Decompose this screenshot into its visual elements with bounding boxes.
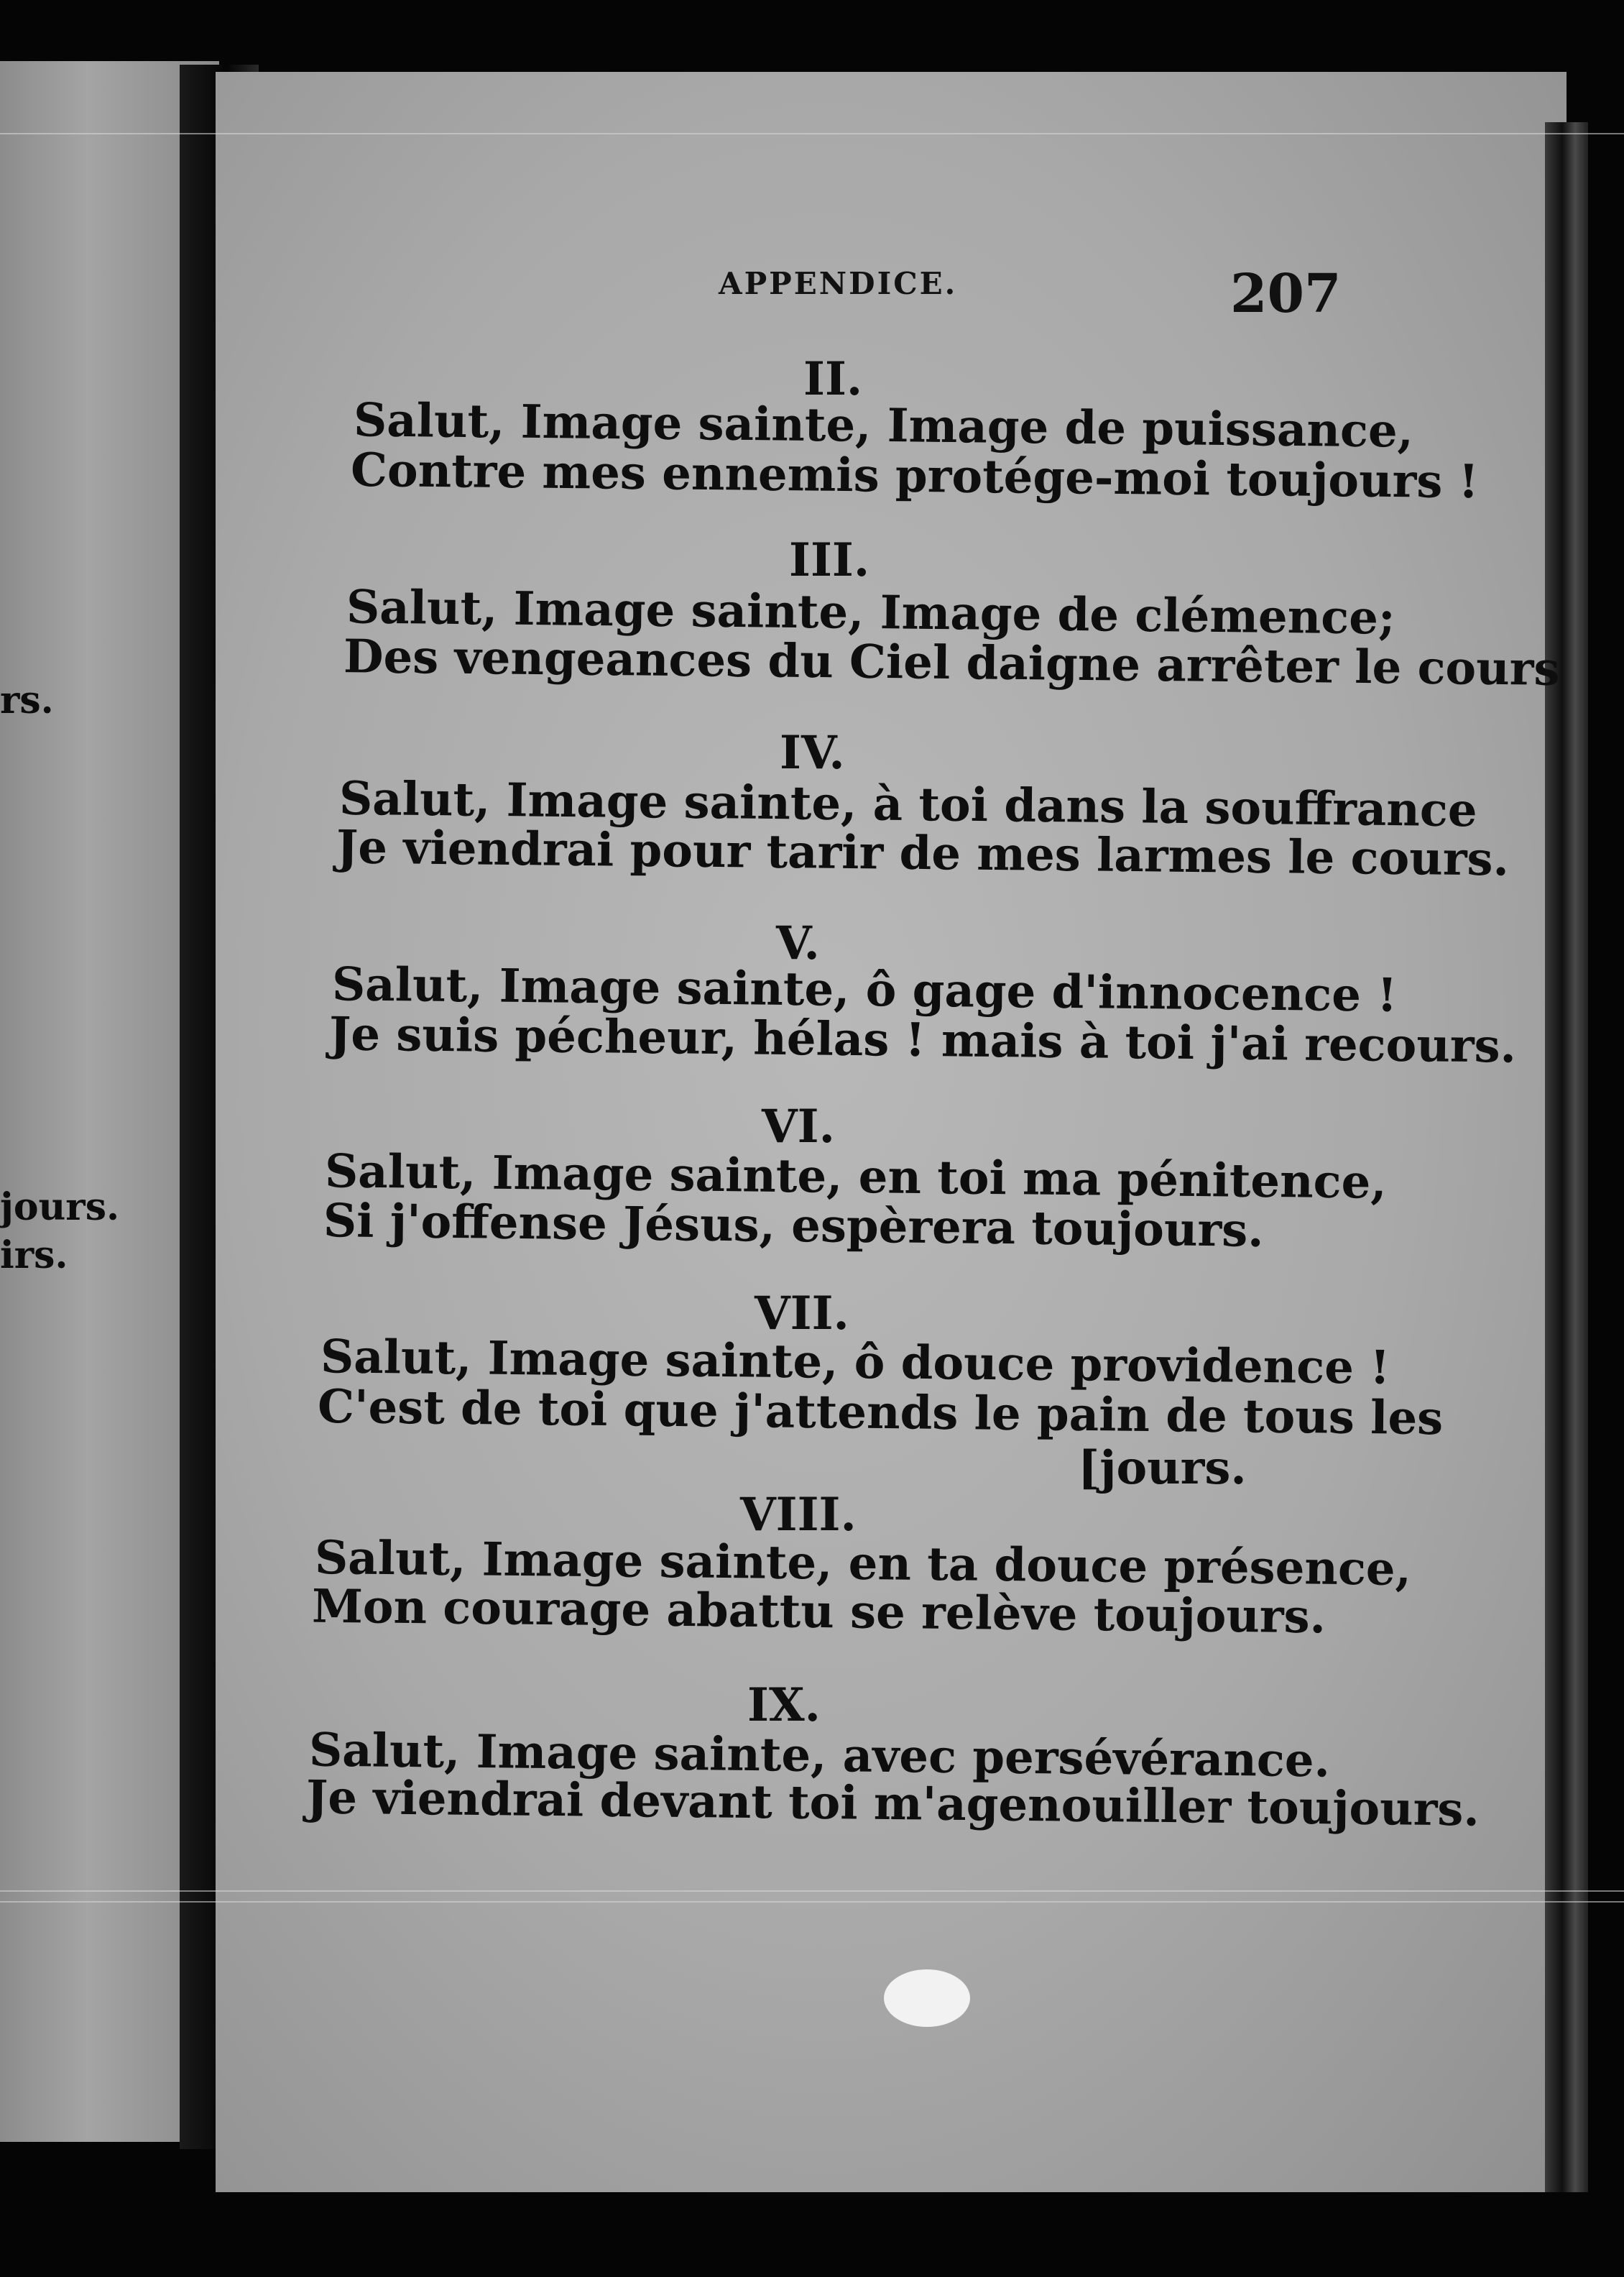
left-page-fragment: rs.: [0, 678, 54, 722]
verse-line: Contre mes ennemis protége-moi toujours !: [350, 443, 1480, 510]
verse-numeral: V.: [776, 916, 820, 970]
verse-line: Salut, Image sainte, Image de clémence;: [346, 580, 1395, 645]
verse-line: Salut, Image sainte, avec persévérance.: [308, 1723, 1331, 1788]
verse-numeral: II.: [803, 352, 863, 406]
verse-numeral: IV.: [780, 726, 845, 780]
verse-numeral: III.: [789, 533, 870, 587]
verse-line: Mon courage abattu se relève toujours.: [311, 1579, 1327, 1644]
verse-line: Salut, Image sainte, Image de puissance,: [353, 393, 1414, 459]
paper-blemish: [884, 1969, 970, 2027]
running-head: APPENDICE.: [719, 266, 958, 301]
verse-line: Si j'offense Jésus, espèrera toujours.: [323, 1194, 1264, 1258]
left-page-fragment: irs.: [0, 1233, 68, 1277]
verse-line-continuation: [jours.: [1078, 1441, 1247, 1495]
verse-numeral: IX.: [747, 1678, 821, 1732]
scan-line: [0, 1890, 1624, 1892]
verse-numeral: VIII.: [740, 1488, 857, 1542]
verse-line: Je viendrai devant toi m'agenouiller toujours.: [305, 1770, 1480, 1837]
left-page-fragment: jours.: [0, 1185, 120, 1229]
book-page: [216, 72, 1567, 2192]
verse-line: Salut, Image sainte, ô douce providence !: [320, 1330, 1390, 1395]
verse-line: C'est de toi que j'attends le pain de tous les: [317, 1379, 1444, 1446]
verse-line: Salut, Image sainte, en ta douce présence,: [314, 1531, 1412, 1596]
verse-numeral: VI.: [762, 1100, 835, 1154]
verse-line: Salut, Image sainte, à toi dans la souffrance: [338, 771, 1477, 838]
page-number: 207: [1230, 263, 1342, 325]
verse-numeral: VII.: [755, 1287, 849, 1340]
page-edge: [1545, 122, 1588, 2192]
scan-line: [0, 1901, 1624, 1903]
verse-line: Salut, Image sainte, en toi ma pénitence,: [324, 1144, 1388, 1210]
scan-line: [0, 133, 1624, 134]
verse-line: Des vengeances du Ciel daigne arrêter le cours: [343, 630, 1560, 696]
verse-line: Salut, Image sainte, ô gage d'innocence !: [331, 957, 1398, 1023]
verse-line: Je viendrai pour tarir de mes larmes le cours.: [336, 820, 1510, 887]
verse-line: Je suis pécheur, hélas ! mais à toi j'ai recours.: [328, 1007, 1517, 1074]
